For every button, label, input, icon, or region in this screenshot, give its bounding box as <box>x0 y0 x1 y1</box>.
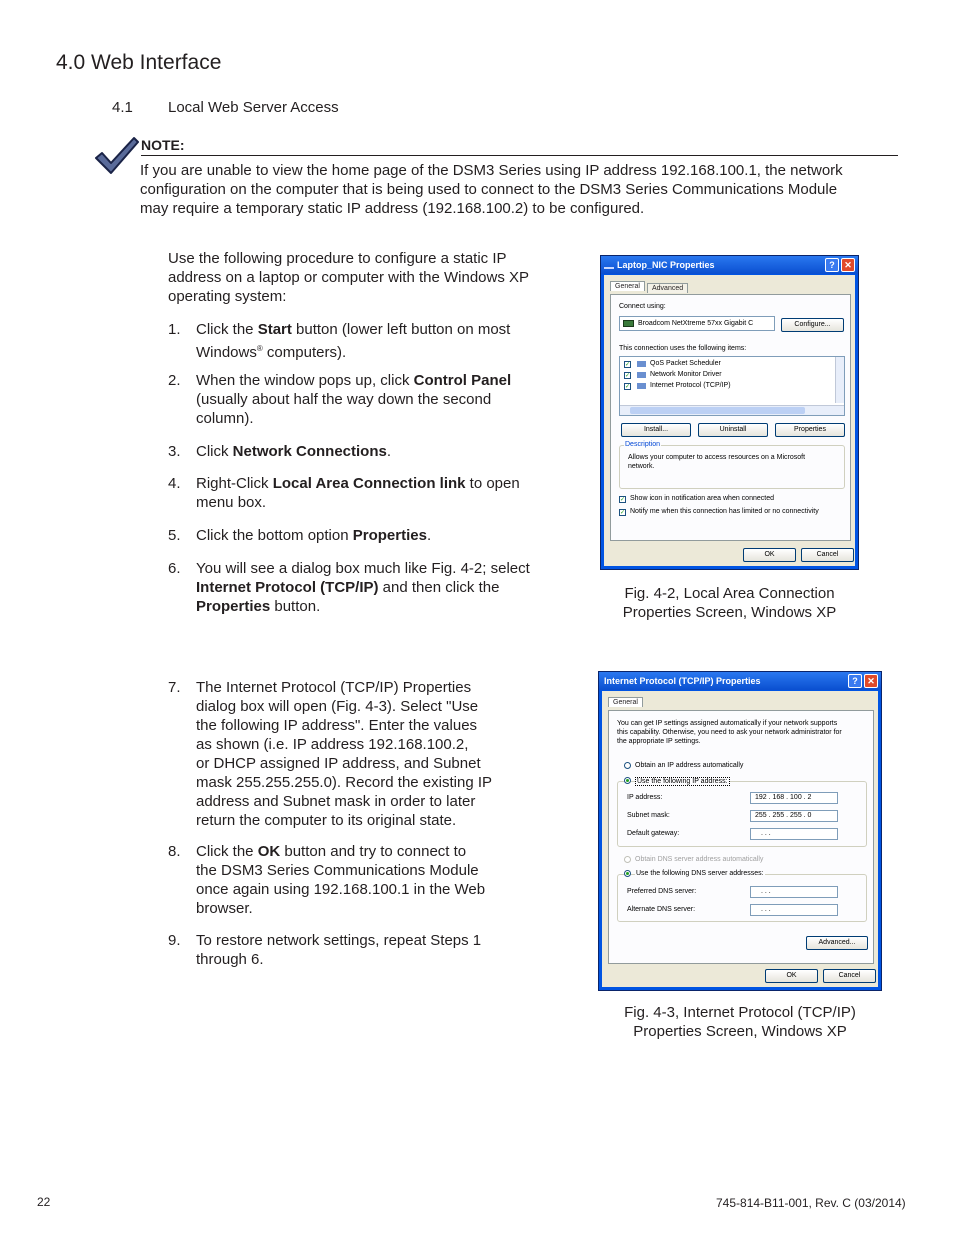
step-text: computers). <box>262 344 347 361</box>
intro-text: this capability. Otherwise, you need to ask your network administrator for <box>617 729 842 736</box>
connect-using-label: Connect using: <box>619 303 666 310</box>
step-1 <box>168 320 548 360</box>
registered-mark: ® <box>256 344 263 353</box>
step-text: as shown (i.e. IP address 192.168.100.2, <box>196 736 469 753</box>
step-number: 2. <box>168 372 181 389</box>
subsection-number: 4.1 <box>112 99 133 116</box>
description-text: Allows your computer to access resources on a Microsoft <box>628 454 806 461</box>
description-text: network. <box>628 463 655 470</box>
step-text: . <box>386 443 392 460</box>
step-text: return the computer to its original state. <box>196 812 457 829</box>
protocol-icon <box>637 372 646 378</box>
step-text: button and try to connect to <box>280 843 467 860</box>
preferred-dns-field[interactable]: . . . <box>750 886 838 898</box>
show-icon-label[interactable]: Show icon in notification area when connected <box>630 495 774 502</box>
horizontal-scrollbar[interactable] <box>620 405 844 415</box>
step-text: button. <box>270 598 321 615</box>
step-number: 1. <box>168 321 181 338</box>
step-text: the DSM3 Series Communications Module <box>196 862 479 879</box>
adapter-field <box>619 316 775 331</box>
tab-advanced[interactable]: Advanced <box>647 283 688 293</box>
step-emphasis: Properties <box>352 527 427 544</box>
notify-label[interactable]: Notify me when this connection has limited or no connectivity <box>630 508 819 515</box>
step-8 <box>168 842 528 922</box>
step-text: Click <box>196 443 233 460</box>
network-adapter-icon <box>623 320 634 327</box>
use-ip-radio[interactable] <box>624 777 631 784</box>
dialog-title: Internet Protocol (TCP/IP) Properties <box>604 676 761 686</box>
list-item[interactable]: Internet Protocol (TCP/IP) <box>650 382 731 389</box>
cancel-button[interactable]: Cancel <box>823 969 876 983</box>
intro-line: operating system: <box>168 288 287 305</box>
items-label: This connection uses the following items: <box>619 345 747 352</box>
list-item[interactable]: Network Monitor Driver <box>650 371 722 378</box>
caption-line: Fig. 4-2, Local Area Connection <box>624 585 835 602</box>
step-number: 4. <box>168 475 181 492</box>
ok-button[interactable]: OK <box>743 548 796 562</box>
step-text: and then click the <box>378 579 500 596</box>
obtain-dns-radio[interactable] <box>624 856 631 863</box>
section-title: 4.0 Web Interface <box>56 51 222 74</box>
notify-checkbox[interactable]: ✓ <box>620 510 626 516</box>
intro-text: the appropriate IP settings. <box>617 738 701 745</box>
step-text: dialog box will open (Fig. 4-3). Select "Use <box>196 698 479 715</box>
preferred-dns-label: Preferred DNS server: <box>627 888 697 895</box>
use-ip-label[interactable]: Use the following IP address: <box>637 778 728 785</box>
step-text: address and Subnet mask in order to later <box>196 793 476 810</box>
configure-button[interactable]: Configure... <box>781 318 844 332</box>
network-icon <box>604 260 614 269</box>
fig2-caption <box>600 584 859 622</box>
tab-general[interactable]: General <box>608 697 643 707</box>
tab-general[interactable]: General <box>610 281 645 291</box>
help-icon[interactable]: ? <box>825 258 839 272</box>
close-icon[interactable]: ✕ <box>841 258 855 272</box>
caption-line: Fig. 4-3, Internet Protocol (TCP/IP) <box>624 1004 856 1021</box>
step-text: To restore network settings, repeat Steps 1 <box>196 932 482 949</box>
document-number: 745-814-B11-001, Rev. C (03/2014) <box>716 1196 906 1210</box>
netmon-checkbox[interactable]: ✓ <box>625 373 631 379</box>
step-5 <box>168 526 548 546</box>
dialog-titlebar <box>601 256 858 274</box>
items-list[interactable] <box>619 356 845 416</box>
step-number: 7. <box>168 679 181 696</box>
obtain-ip-label[interactable]: Obtain an IP address automatically <box>635 762 744 769</box>
fig3-caption <box>598 1003 882 1041</box>
step-emphasis: Start <box>257 321 292 338</box>
step-number: 6. <box>168 560 181 577</box>
step-7 <box>168 678 528 833</box>
tcpip-checkbox[interactable]: ✓ <box>625 384 631 390</box>
scrollbar-thumb[interactable] <box>630 407 805 414</box>
step-emphasis: Properties <box>196 598 271 615</box>
step-text: to open <box>465 475 520 492</box>
step-text: the following IP address". Enter the values <box>196 717 478 734</box>
step-text: column). <box>196 410 254 427</box>
step-2 <box>168 371 548 431</box>
step-text: Click the <box>196 321 258 338</box>
cancel-button[interactable]: Cancel <box>801 548 854 562</box>
ip-address-label: IP address: <box>627 794 663 801</box>
dialog-title: Laptop_NIC Properties <box>617 260 715 270</box>
step-number: 9. <box>168 932 181 949</box>
gateway-field[interactable]: . . . <box>750 828 838 840</box>
intro-line: Use the following procedure to configure a static IP <box>168 250 507 267</box>
step-text: You will see a dialog box much like Fig. 4-2; select <box>196 560 530 577</box>
ip-group <box>617 778 867 847</box>
step-4 <box>168 474 548 514</box>
step-text: browser. <box>196 900 253 917</box>
step-text: . <box>426 527 432 544</box>
intro-text: You can get IP settings assigned automatically if your network supports <box>617 720 838 727</box>
step-text: menu box. <box>196 494 267 511</box>
alternate-dns-label: Alternate DNS server: <box>627 906 696 913</box>
step-number: 5. <box>168 527 181 544</box>
uninstall-button[interactable]: Uninstall <box>698 423 768 437</box>
step-3 <box>168 442 548 462</box>
use-dns-label[interactable]: Use the following DNS server addresses: <box>636 870 764 877</box>
alternate-dns-field[interactable]: . . . <box>750 904 838 916</box>
note-line: configuration on the computer that is being used to connect to the DSM3 Series Communications Module <box>140 181 838 198</box>
page-number: 22 <box>37 1195 51 1209</box>
dialog-body <box>602 691 878 987</box>
obtain-dns-label[interactable]: Obtain DNS server address automatically <box>635 856 764 863</box>
step-text: mask 255.255.255.0). Record the existing IP <box>196 774 493 791</box>
step-text: The Internet Protocol (TCP/IP) Properties <box>196 679 472 696</box>
note-text <box>140 161 880 218</box>
step-number: 8. <box>168 843 181 860</box>
use-dns-radio[interactable] <box>624 870 631 877</box>
step-emphasis: Control Panel <box>413 372 512 389</box>
qos-checkbox[interactable]: ✓ <box>625 362 631 368</box>
dialog-body <box>604 275 855 566</box>
dns-group <box>617 870 867 922</box>
intro-paragraph <box>168 249 558 306</box>
general-panel <box>608 710 874 964</box>
step-text: Click the <box>196 843 258 860</box>
step-6 <box>168 559 558 619</box>
general-panel <box>610 294 851 541</box>
step-text: button (lower left button on most <box>291 321 511 338</box>
nic-properties-dialog <box>600 255 859 570</box>
caption-line: Properties Screen, Windows XP <box>633 1023 847 1040</box>
step-text: once again using 192.168.100.1 in the Web <box>196 881 486 898</box>
dialog-titlebar <box>599 672 881 690</box>
step-text: Click the bottom option <box>196 527 353 544</box>
subsection-heading <box>112 99 339 116</box>
step-text: through 6. <box>196 951 264 968</box>
tcpip-properties-dialog <box>598 671 882 991</box>
step-text: When the window pops up, click <box>196 372 414 389</box>
install-button[interactable]: Install... <box>621 423 691 437</box>
step-emphasis: OK <box>257 843 281 860</box>
step-text: (usually about half the way down the second <box>196 391 492 408</box>
note-divider <box>141 155 898 156</box>
protocol-icon <box>637 383 646 389</box>
step-text: or DHCP assigned IP address, and Subnet <box>196 755 481 772</box>
gateway-label: Default gateway: <box>627 830 680 837</box>
show-icon-checkbox[interactable]: ✓ <box>620 497 626 503</box>
close-icon[interactable]: ✕ <box>864 674 878 688</box>
step-emphasis: Internet Protocol (TCP/IP) <box>196 579 379 596</box>
list-item[interactable]: QoS Packet Scheduler <box>650 360 721 367</box>
step-text: Right-Click <box>196 475 273 492</box>
adapter-name: Broadcom NetXtreme 57xx Gigabit C <box>638 320 754 327</box>
help-icon[interactable]: ? <box>848 674 862 688</box>
checkmark-icon <box>94 136 140 176</box>
service-icon <box>637 361 646 367</box>
subnet-mask-field[interactable]: 255 . 255 . 255 . 0 <box>750 810 838 822</box>
note-line: If you are unable to view the home page of the DSM3 Series using IP address 192.168.100.1, the network <box>140 162 843 179</box>
properties-button[interactable]: Properties <box>775 423 845 437</box>
description-group <box>619 441 845 489</box>
ok-button[interactable]: OK <box>765 969 818 983</box>
description-label: Description <box>625 441 661 448</box>
step-9 <box>168 931 528 971</box>
intro-line: address on a laptop or computer with the Windows XP <box>168 269 530 286</box>
obtain-ip-radio[interactable] <box>624 762 631 769</box>
subnet-mask-label: Subnet mask: <box>627 812 670 819</box>
ip-address-field[interactable]: 192 . 168 . 100 . 2 <box>750 792 838 804</box>
note-label: NOTE: <box>141 137 185 153</box>
step-number: 3. <box>168 443 181 460</box>
caption-line: Properties Screen, Windows XP <box>622 604 837 621</box>
advanced-button[interactable]: Advanced... <box>806 936 868 950</box>
step-emphasis: Network Connections <box>232 443 387 460</box>
vertical-scrollbar[interactable] <box>835 357 844 403</box>
subsection-title: Local Web Server Access <box>168 99 339 116</box>
step-text: Windows <box>196 344 257 361</box>
step-emphasis: Local Area Connection link <box>272 475 466 492</box>
note-line: may require a temporary static IP address (192.168.100.2) to be configured. <box>140 200 645 217</box>
